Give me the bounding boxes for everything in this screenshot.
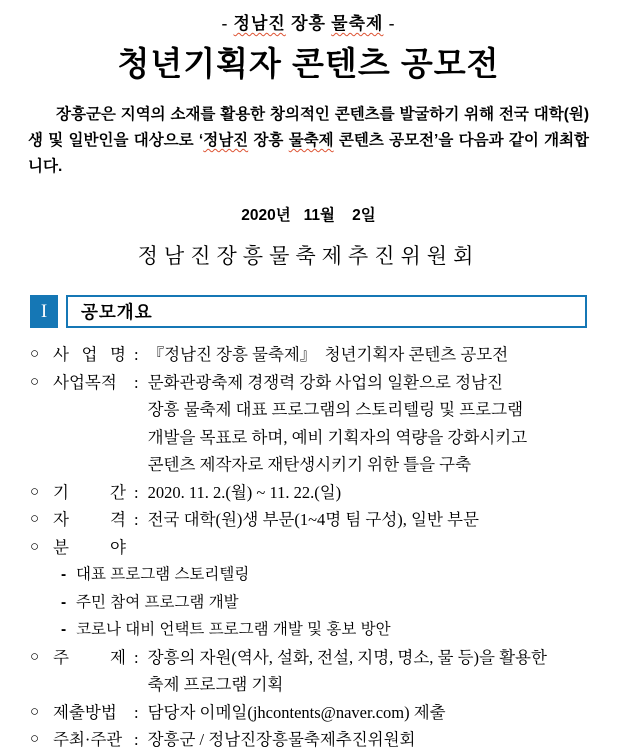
circle-bullet-icon: ○ — [30, 483, 40, 500]
content-line: 2020. 11. 2.(월) ~ 11. 22.(일) — [147, 482, 342, 502]
dash-bullet-icon: - — [61, 566, 67, 583]
item-colon: : — [134, 372, 139, 392]
intro-text-3: 콘텐츠 공모전’을 다음과 같이 개최합니다. — [28, 132, 590, 175]
item-colon: : — [134, 730, 139, 749]
item-label: 분 야 — [53, 537, 126, 557]
circle-bullet-icon: ○ — [30, 373, 40, 390]
content-line: 담당자 이메일(jhcontents@naver.com) 제출 — [147, 702, 446, 722]
list-item-categories — [30, 534, 591, 562]
sub-item-text: 코로나 대비 언택트 프로그램 개발 및 홍보 방안 — [76, 621, 391, 638]
content-line: 개발을 목표로 하며, 예비 기획자의 역량을 강화시키고 — [147, 427, 528, 447]
circle-bullet-icon: ○ — [30, 511, 40, 527]
item-colon: : — [134, 702, 139, 722]
list-item-eligibility — [30, 506, 591, 534]
item-label: 주 제 — [53, 647, 126, 667]
circle-bullet-icon: ○ — [30, 346, 40, 362]
item-content — [148, 506, 591, 534]
list-item-organizer — [30, 726, 591, 754]
item-colon: : — [134, 510, 139, 529]
content-line: 문화관광축제 경쟁력 강화 사업의 일환으로 정남진 — [147, 372, 503, 392]
intro-paragraph — [28, 102, 589, 180]
item-content — [148, 479, 591, 507]
document-title: 청년기획자 콘텐츠 공모전 — [117, 45, 500, 82]
intro-text-1: 장흥군은 지역의 소재를 활용한 창의적인 콘텐츠를 발굴하기 위해 전국 대학(원)생 및 일반인을 대상으로 ‘ — [28, 106, 589, 149]
item-label: 주최·주관 — [53, 730, 123, 749]
item-label: 기 간 — [53, 482, 126, 502]
item-colon: : — [134, 647, 139, 667]
sub-item-text: 주민 참여 프로그램 개발 — [76, 593, 239, 611]
list-item-project-name — [30, 341, 591, 369]
item-content — [148, 644, 591, 699]
content-line: 축제 프로그램 기획 — [147, 675, 284, 694]
item-colon: : — [134, 482, 139, 502]
circle-bullet-icon: ○ — [30, 648, 40, 665]
circle-bullet-icon: ○ — [30, 703, 40, 720]
content-line: 콘텐츠 제작자로 재탄생시키기 위한 틀을 구축 — [147, 455, 472, 474]
intro-word-misspelled-2: 물축제 — [288, 132, 334, 149]
subtitle-post: - — [383, 14, 396, 33]
item-colon: : — [134, 345, 139, 364]
subtitle-word-misspelled-2: 물축제 — [331, 14, 384, 33]
content-line: 장흥의 자원(역사, 설화, 전설, 지명, 명소, 물 등)을 활용한 — [147, 647, 547, 667]
item-label: 사 업 명 — [53, 345, 126, 364]
content-line: 『정남진 장흥 물축제』 청년기획자 콘텐츠 공모전 — [147, 345, 509, 364]
sub-item-text: 대표 프로그램 스토리텔링 — [76, 566, 250, 583]
content-line: 장흥 물축제 대표 프로그램의 스토리텔링 및 프로그램 — [147, 400, 524, 419]
announcement-date: 2020년 11월 2일 — [241, 207, 376, 224]
item-label: 제출방법 — [53, 702, 117, 722]
section-numeral-badge: I — [30, 295, 58, 328]
dash-bullet-icon: - — [61, 593, 67, 611]
content-line: 전국 대학(원)생 부문(1~4명 팀 구성), 일반 부문 — [147, 510, 479, 529]
section-title-box: 공모개요 — [66, 295, 587, 328]
committee-name: 정남진장흥물축제추진위원회 — [137, 244, 480, 268]
subtitle-pre: - — [221, 14, 234, 33]
item-label: 자 격 — [53, 510, 126, 529]
item-label: 사업목적 — [53, 372, 117, 392]
subtitle-mid: 장흥 — [285, 14, 332, 33]
intro-text-2: 장흥 — [248, 132, 289, 149]
list-item-project-purpose — [30, 369, 591, 479]
item-content — [148, 726, 591, 754]
content-line: 장흥군 / 정남진장흥물축제추진위원회 — [147, 730, 416, 749]
sub-item-resident-program — [30, 589, 591, 617]
section-header — [30, 295, 587, 328]
intro-word-misspelled-1: 정남진 — [203, 132, 249, 149]
circle-bullet-icon: ○ — [30, 538, 40, 555]
overview-list — [30, 341, 591, 754]
list-item-period — [30, 479, 591, 507]
subtitle-word-misspelled-1: 정남진 — [233, 14, 286, 33]
sub-item-untact-program — [30, 616, 591, 644]
item-content — [148, 369, 591, 479]
item-content — [148, 699, 591, 727]
circle-bullet-icon: ○ — [30, 731, 40, 747]
document-subtitle — [0, 0, 617, 34]
dash-bullet-icon: - — [61, 621, 67, 638]
item-content — [148, 341, 591, 369]
list-item-theme — [30, 644, 591, 699]
list-item-submission-method — [30, 699, 591, 727]
sub-item-storytelling — [30, 561, 591, 589]
